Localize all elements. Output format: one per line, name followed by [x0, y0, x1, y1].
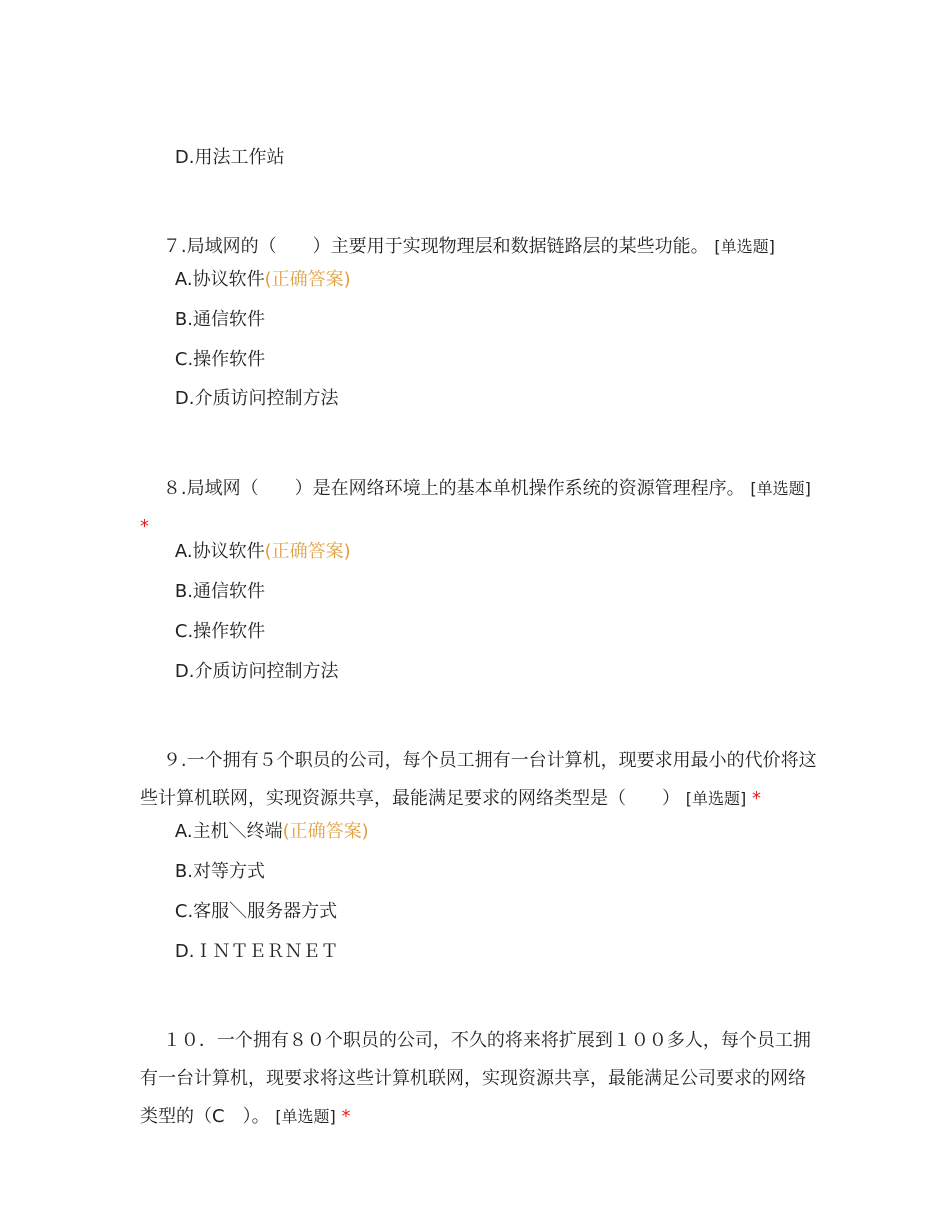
q7-option-d — [152, 363, 338, 435]
option-text: D.介质访问控制方法 — [174, 388, 339, 409]
question-text: ７.局域网的（ ）主要用于实现物理层和数据链路层的某些功能。 — [162, 236, 709, 257]
option-text: D.介质访问控制方法 — [174, 661, 339, 682]
q6-option-d — [152, 122, 284, 194]
question-type-tag: [单选题] — [750, 479, 811, 498]
option-text: B.通信软件 — [174, 581, 265, 602]
option-text: A.主机＼终端 — [174, 821, 283, 842]
option-text: A.协议软件 — [174, 541, 265, 562]
option-text: D.ＩＮＴＥＲＮＥＴ — [174, 941, 339, 962]
option-text: A.协议软件 — [174, 269, 265, 290]
q10-prompt — [140, 984, 820, 1174]
option-text: B.通信软件 — [174, 309, 265, 330]
option-text: C.操作软件 — [174, 349, 266, 370]
option-text: C.客服＼服务器方式 — [174, 901, 338, 922]
question-type-tag: [单选题] — [714, 237, 775, 256]
option-text: C.操作软件 — [174, 621, 266, 642]
question-type-tag: [单选题] — [275, 1107, 336, 1126]
question-type-tag: [单选题] — [685, 789, 747, 808]
required-mark: * — [140, 516, 149, 537]
question-text: ８.局域网（ ）是在网络环境上的基本单机操作系统的资源管理程序。 — [162, 478, 745, 499]
question-text: ９.一个拥有５个职员的公司，每个员工拥有一台计算机，现要求用最小的代价将这些计算机联网，实现资源共享，最能满足要求的网络类型是（ ） — [140, 750, 817, 809]
q9-option-d — [152, 916, 338, 988]
correct-answer-tag: (正确答案) — [264, 269, 351, 290]
correct-answer-tag: (正确答案) — [282, 821, 369, 842]
option-text: D.用法工作站 — [174, 147, 285, 168]
required-mark: * — [341, 1106, 351, 1127]
required-mark: * — [751, 788, 761, 809]
question-text: １０．一个拥有８０个职员的公司，不久的将来将扩展到１００多人，每个员工拥有一台计算机，现要求将这些计算机联网，实现资源共享，最能满足公司要求的网络类型的（C ）。 — [140, 1030, 811, 1127]
option-text: B.对等方式 — [174, 861, 265, 882]
correct-answer-tag: (正确答案) — [264, 541, 351, 562]
q8-option-d — [152, 636, 338, 708]
